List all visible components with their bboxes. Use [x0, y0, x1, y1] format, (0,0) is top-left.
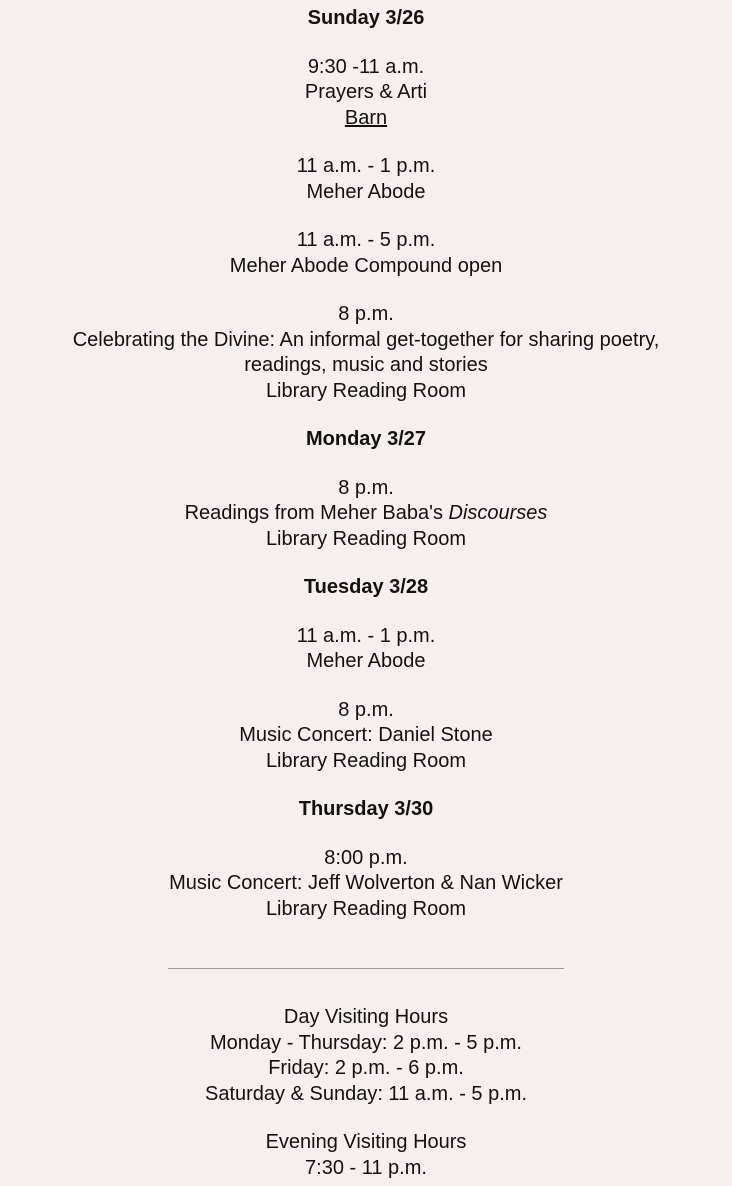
event-tuesday-meher-abode — [0, 624, 732, 675]
event-time: 8 p.m. — [338, 476, 394, 499]
event-time: 11 a.m. - 5 p.m. — [296, 229, 436, 251]
event-title: Meher Abode Compound open — [229, 254, 503, 277]
event-sunday-prayers — [0, 55, 732, 132]
event-time: 9:30 -11 a.m. — [307, 55, 425, 78]
event-tuesday-concert — [0, 698, 732, 775]
day-heading-thursday: Thursday 3/30 — [298, 798, 434, 820]
event-title: Meher Abode — [306, 650, 426, 672]
discourses-title: Discourses — [448, 502, 548, 524]
event-title-prefix: Readings from Meher Baba's — [184, 502, 449, 524]
event-monday-readings — [0, 476, 732, 553]
event-thursday-concert — [0, 846, 732, 923]
event-time: 8 p.m. — [338, 303, 394, 325]
event-title — [0, 501, 732, 527]
visiting-hours-line: Monday - Thursday: 2 p.m. - 5 p.m. — [210, 1031, 522, 1054]
event-time: 11 a.m. - 1 p.m. — [296, 155, 436, 177]
event-location: Library Reading Room — [265, 749, 467, 772]
event-time: 8 p.m. — [338, 698, 394, 721]
event-title: Music Concert: Jeff Wolverton & Nan Wicker — [169, 872, 563, 894]
barn-link[interactable]: Barn — [344, 106, 388, 129]
day-heading-monday: Monday 3/27 — [305, 428, 427, 450]
day-heading-sunday: Sunday 3/26 — [307, 7, 425, 29]
evening-visiting-heading: Evening Visiting Hours — [265, 1131, 467, 1153]
event-sunday-compound-open — [0, 228, 732, 279]
visiting-hours-line: Saturday & Sunday: 11 a.m. - 5 p.m. — [204, 1082, 527, 1105]
event-time: 11 a.m. - 1 p.m. — [296, 624, 436, 647]
event-title: Prayers & Arti — [304, 81, 428, 103]
event-title: Meher Abode — [306, 180, 426, 203]
event-title: Music Concert: Daniel Stone — [239, 724, 493, 746]
event-location: Library Reading Room — [265, 527, 467, 550]
event-time: 8:00 p.m. — [324, 846, 408, 869]
section-divider — [168, 968, 564, 969]
event-title: Celebrating the Divine: An informal get-together for sharing poetry, readings, music and stories — [72, 328, 660, 376]
evening-visiting-hours — [0, 1130, 732, 1181]
event-location: Library Reading Room — [265, 379, 467, 402]
visiting-hours-line: Friday: 2 p.m. - 6 p.m. — [268, 1057, 464, 1079]
evening-visiting-time: 7:30 - 11 p.m. — [305, 1156, 427, 1179]
event-sunday-celebrating-divine — [0, 302, 732, 404]
day-visiting-hours — [0, 1005, 732, 1107]
event-sunday-meher-abode — [0, 154, 732, 205]
day-visiting-heading: Day Visiting Hours — [283, 1006, 449, 1028]
event-location: Library Reading Room — [265, 897, 467, 920]
day-heading-tuesday: Tuesday 3/28 — [303, 576, 429, 598]
